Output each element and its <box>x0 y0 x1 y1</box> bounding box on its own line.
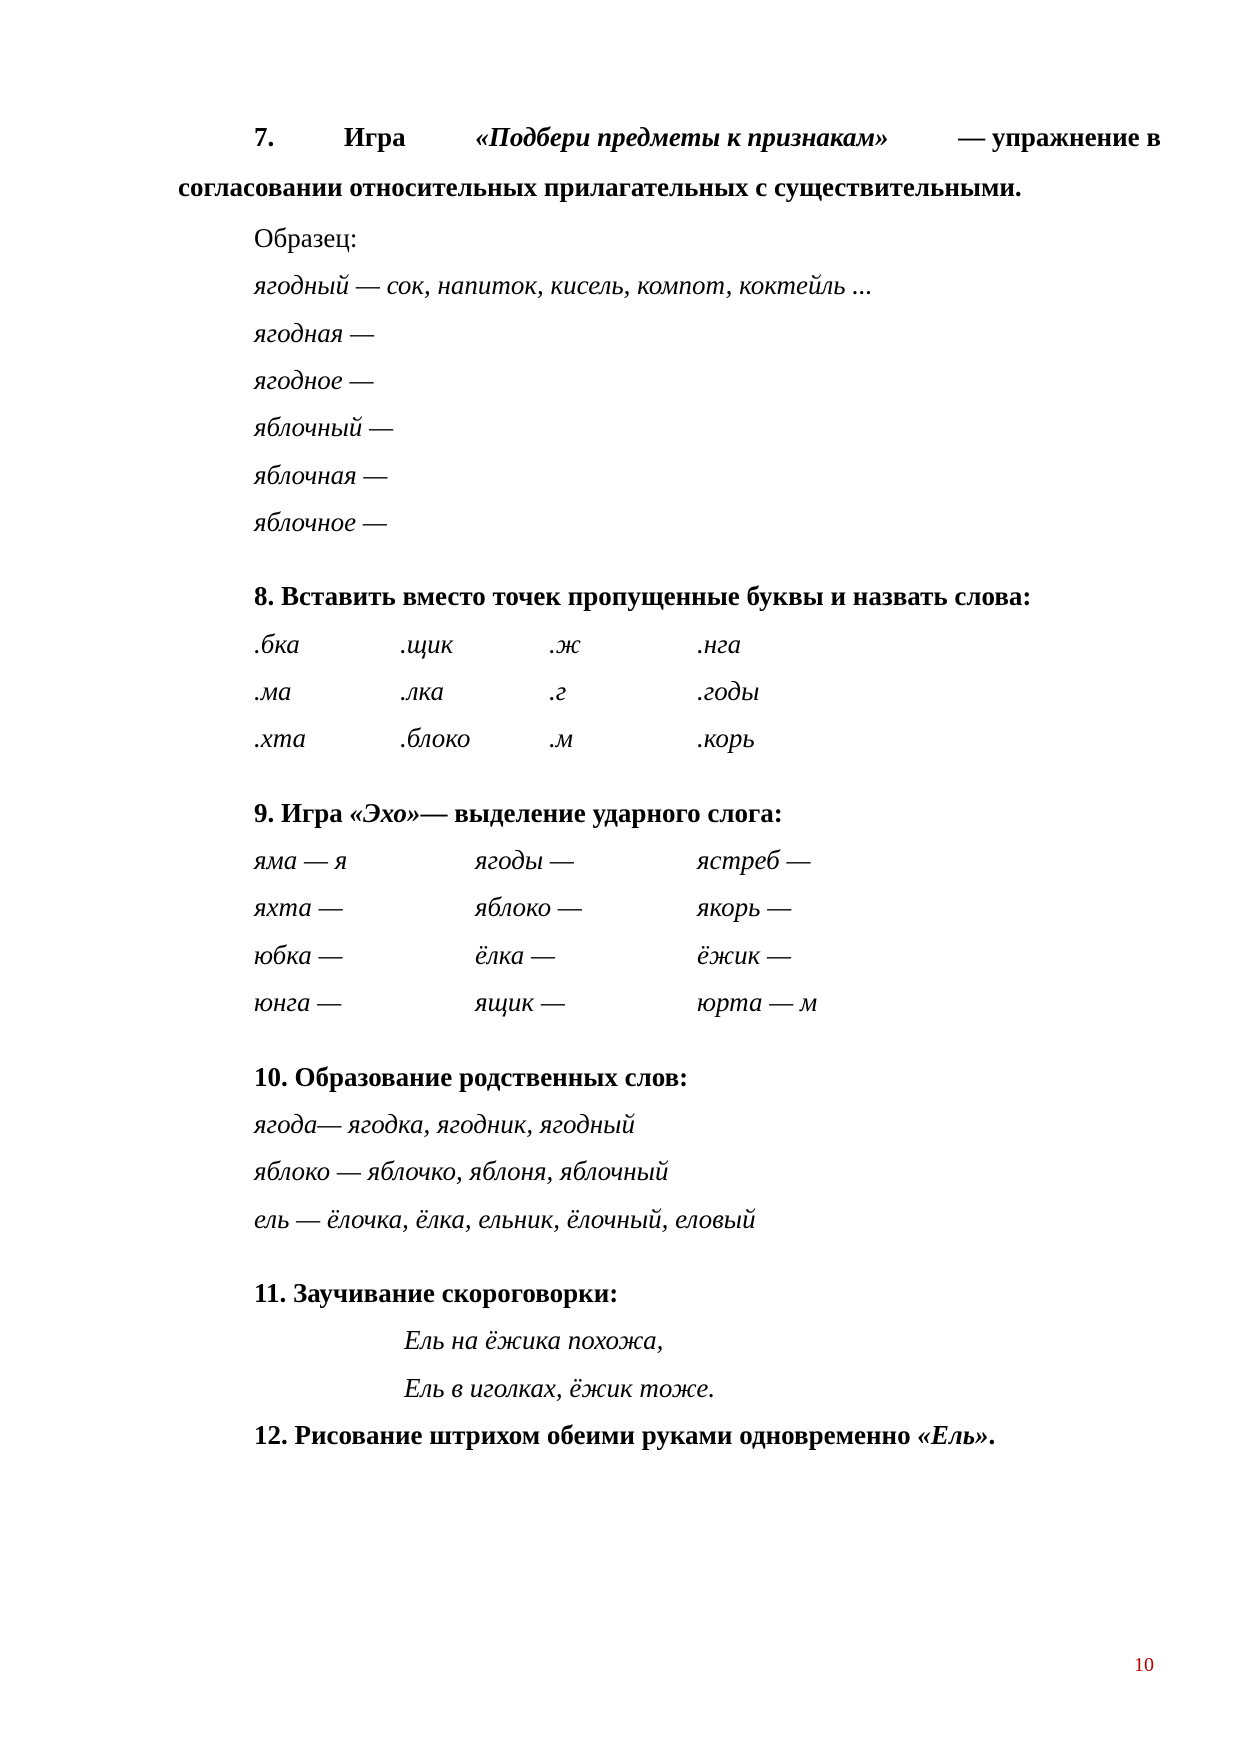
word-cell: яблоко — <box>475 892 582 922</box>
heading-word: Игра <box>343 122 406 152</box>
game-title: «Подбери предметы к признакам» <box>475 122 889 152</box>
word-cell: ягоды — <box>475 845 574 875</box>
sample-line: ягодное — <box>254 365 374 395</box>
word-cell: .нга <box>697 629 742 659</box>
word-cell: .ж <box>549 629 581 659</box>
sample-label: Образец: <box>254 223 358 253</box>
tongue-twister-line: Ель в иголках, ёжик тоже. <box>404 1373 716 1403</box>
heading-rest: — упражнение в <box>958 122 1161 152</box>
sample-line: яблочное — <box>254 507 387 537</box>
word-cell: ящик — <box>475 987 565 1017</box>
word-cell: ёлка — <box>475 940 555 970</box>
word-family-line: ель — ёлочка, ёлка, ельник, ёлочный, еловый <box>254 1204 756 1234</box>
section-12-heading <box>254 1418 995 1452</box>
word-cell: юрта — м <box>697 987 818 1017</box>
word-cell: юнга — <box>254 987 342 1017</box>
word-cell: якорь — <box>697 892 792 922</box>
word-cell: .блоко <box>400 723 471 753</box>
section-10-heading: 10. Образование родственных слов: <box>254 1062 689 1092</box>
sample-line: ягодная — <box>254 318 375 348</box>
heading-text: — выделение ударного слога: <box>420 798 783 828</box>
word-family-line: ягода— ягодка, ягодник, ягодный <box>254 1109 635 1139</box>
heading-text: 12. Рисование штрихом обеими руками одновременно <box>254 1420 918 1450</box>
word-cell: .щик <box>400 629 454 659</box>
word-cell: яма — я <box>254 845 348 875</box>
word-cell: .хта <box>254 723 307 753</box>
sample-line: ягодный — сок, напиток, кисель, компот, коктейль ... <box>254 270 873 300</box>
word-cell: юбка — <box>254 940 343 970</box>
word-cell: .г <box>549 676 567 706</box>
tongue-twister-line: Ель на ёжика похожа, <box>404 1325 664 1355</box>
word-cell: .корь <box>697 723 755 753</box>
word-cell: яхта — <box>254 892 343 922</box>
word-cell: ястреб — <box>697 845 811 875</box>
word-cell: .лка <box>400 676 444 706</box>
sample-line: яблочный — <box>254 412 394 442</box>
heading-text: 9. Игра <box>254 798 350 828</box>
page-number: 10 <box>1134 1654 1154 1676</box>
section-8-heading: 8. Вставить вместо точек пропущенные буквы и назвать слова: <box>254 581 1032 611</box>
word-cell: ёжик — <box>697 940 791 970</box>
section-9-heading <box>254 796 783 830</box>
word-cell: .ма <box>254 676 292 706</box>
word-cell: .бка <box>254 629 300 659</box>
section-number: 7. <box>254 122 275 152</box>
word-cell: .годы <box>697 676 760 706</box>
section-7-heading-line-1 <box>254 120 1161 154</box>
section-7-heading-line-2: согласовании относительных прилагательных с существительными. <box>178 172 1022 202</box>
sample-line: яблочная — <box>254 460 388 490</box>
word-cell: .м <box>549 723 573 753</box>
drawing-title: «Ель» <box>917 1420 989 1450</box>
game-title: «Эхо» <box>349 798 421 828</box>
section-11-heading: 11. Заучивание скороговорки: <box>254 1278 619 1308</box>
heading-text: . <box>988 1420 996 1450</box>
word-family-line: яблоко — яблочко, яблоня, яблочный <box>254 1156 669 1186</box>
